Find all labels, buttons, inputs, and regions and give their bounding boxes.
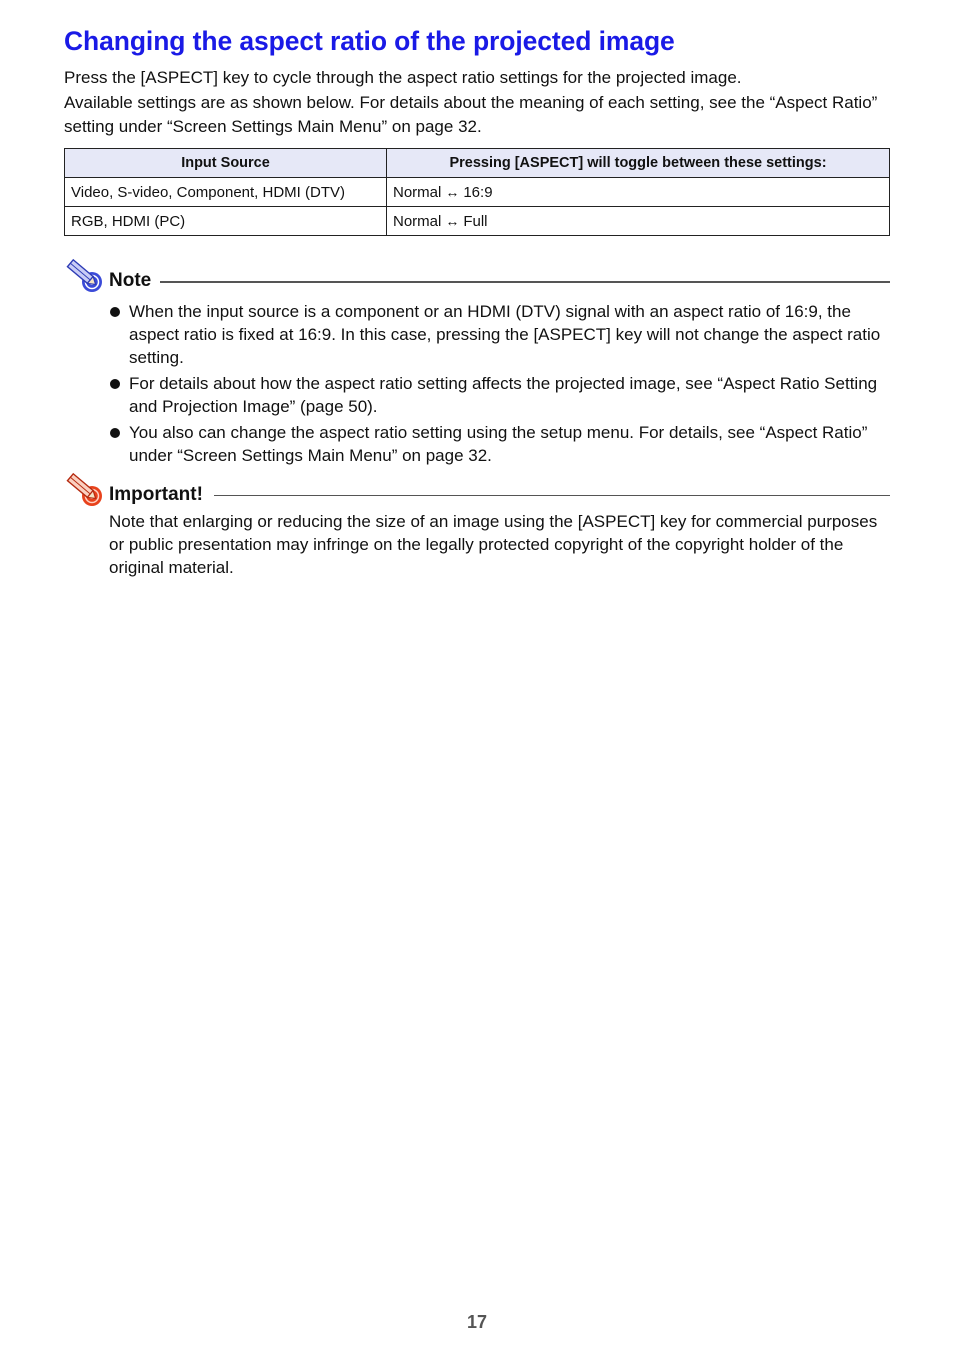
- cell-toggle-settings: [387, 178, 890, 207]
- note-label: Note: [109, 268, 157, 294]
- pencil-note-icon: [64, 256, 108, 300]
- intro-paragraph-2: Available settings are as shown below. For details about the meaning of each setting, see the “Aspect Ratio” setting under “Screen Settings Main Menu” on page 32.: [64, 93, 878, 136]
- table-row: [65, 207, 890, 236]
- setting-to: 16:9: [463, 183, 493, 201]
- double-arrow-icon: ↔: [445, 212, 460, 229]
- page-title: Changing the aspect ratio of the projected image: [64, 26, 675, 56]
- important-divider: [214, 495, 890, 496]
- aspect-settings-table: [64, 148, 890, 236]
- document-page: [64, 24, 890, 577]
- setting-from: Normal: [393, 212, 442, 230]
- cell-input-source: RGB, HDMI (PC): [65, 207, 387, 236]
- header-toggle-settings: Pressing [ASPECT] will toggle between these settings:: [387, 149, 890, 178]
- header-input-source: Input Source: [65, 149, 387, 178]
- important-callout: [64, 482, 890, 579]
- important-header: [64, 482, 890, 508]
- note-divider: [160, 281, 890, 283]
- intro-paragraph-1: Press the [ASPECT] key to cycle through the aspect ratio settings for the projected image.: [64, 68, 742, 87]
- list-item: When the input source is a component or an HDMI (DTV) signal with an aspect ratio of 16:9, the aspect ratio is fixed at 16:9. In this case, pressing the [ASPECT] key will not change the aspect ratio setting.: [109, 300, 890, 369]
- list-item: For details about how the aspect ratio setting affects the projected image, see “Aspect Ratio Setting and Projection Image” (page 50).: [109, 372, 890, 418]
- page-number: 17: [466, 1312, 488, 1332]
- note-header: [64, 268, 890, 294]
- cell-toggle-settings: [387, 207, 890, 236]
- setting-from: Normal: [393, 183, 442, 201]
- pencil-important-icon: [64, 470, 108, 514]
- double-arrow-icon: ↔: [445, 183, 460, 200]
- table-row: [65, 178, 890, 207]
- cell-input-source: Video, S-video, Component, HDMI (DTV): [65, 178, 387, 207]
- list-item: You also can change the aspect ratio setting using the setup menu. For details, see “Aspect Ratio” under “Screen Settings Main Menu” on page 32.: [109, 421, 890, 467]
- note-list: [64, 300, 890, 467]
- intro-text: [64, 66, 890, 139]
- setting-to: Full: [463, 212, 488, 230]
- important-text: Note that enlarging or reducing the size of an image using the [ASPECT] key for commercial purposes or public presentation may infringe on the legally protected copyright of the copyright holder of the original material.: [109, 512, 878, 577]
- important-label: Important!: [109, 482, 209, 508]
- note-callout: [64, 268, 890, 470]
- table-header-row: [65, 149, 890, 178]
